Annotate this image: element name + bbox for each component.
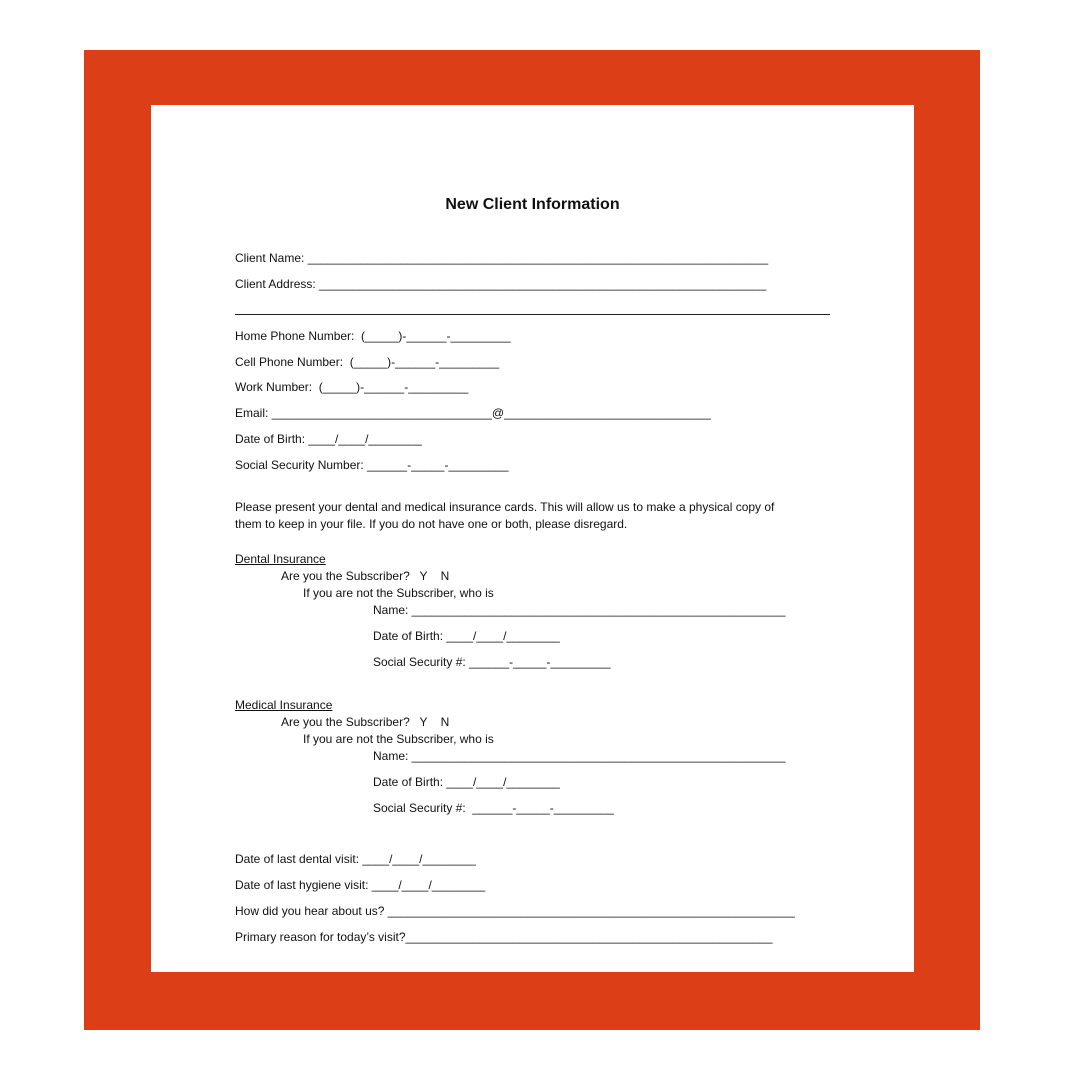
medical-not-subscriber-label: If you are not the Subscriber, who is [303, 732, 494, 746]
medical-subscriber-name-field[interactable]: Name: ________________________________________________________ [373, 749, 786, 763]
ssn-field[interactable]: Social Security Number: ______-_____-_________ [235, 458, 509, 472]
cell-phone-field[interactable]: Cell Phone Number: (_____)-______-_________ [235, 355, 500, 369]
dental-subscriber-ssn-field[interactable]: Social Security #: ______-_____-_________ [373, 655, 611, 669]
dental-not-subscriber-label: If you are not the Subscriber, who is [303, 586, 494, 600]
dental-insurance-heading: Dental Insurance [235, 552, 326, 566]
dental-subscriber-dob-field[interactable]: Date of Birth: ____/____/________ [373, 629, 560, 643]
client-name-field[interactable]: Client Name: _____________________________________________________________________ [235, 251, 769, 265]
dental-subscriber-question[interactable]: Are you the Subscriber? Y N [281, 569, 450, 583]
home-phone-field[interactable]: Home Phone Number: (_____)-______-_________ [235, 329, 511, 343]
medical-subscriber-dob-field[interactable]: Date of Birth: ____/____/________ [373, 775, 560, 789]
last-dental-visit-field[interactable]: Date of last dental visit: ____/____/________ [235, 852, 476, 866]
referral-source-field[interactable]: How did you hear about us? _____________________________________________________________ [235, 904, 795, 918]
client-address-line-2[interactable] [235, 314, 830, 315]
form-title: New Client Information [445, 196, 620, 213]
medical-insurance-heading: Medical Insurance [235, 698, 333, 712]
work-number-field[interactable]: Work Number: (_____)-______-_________ [235, 380, 469, 394]
date-of-birth-field[interactable]: Date of Birth: ____/____/________ [235, 432, 422, 446]
visit-reason-field[interactable]: Primary reason for today’s visit?_______________________________________________________ [235, 930, 773, 944]
form-page [151, 105, 914, 972]
instructions-line-2: them to keep in your file. If you do not have one or both, please disregard. [235, 517, 628, 531]
instructions-line-1: Please present your dental and medical insurance cards. This will allow us to make a physical copy of [235, 500, 775, 514]
client-address-field[interactable]: Client Address: ___________________________________________________________________ [235, 277, 767, 291]
medical-subscriber-question[interactable]: Are you the Subscriber? Y N [281, 715, 450, 729]
dental-subscriber-name-field[interactable]: Name: ________________________________________________________ [373, 603, 786, 617]
email-field[interactable]: Email: _________________________________@_______________________________ [235, 406, 711, 420]
last-hygiene-visit-field[interactable]: Date of last hygiene visit: ____/____/________ [235, 878, 486, 892]
medical-subscriber-ssn-field[interactable]: Social Security #: ______-_____-_________ [373, 801, 614, 815]
